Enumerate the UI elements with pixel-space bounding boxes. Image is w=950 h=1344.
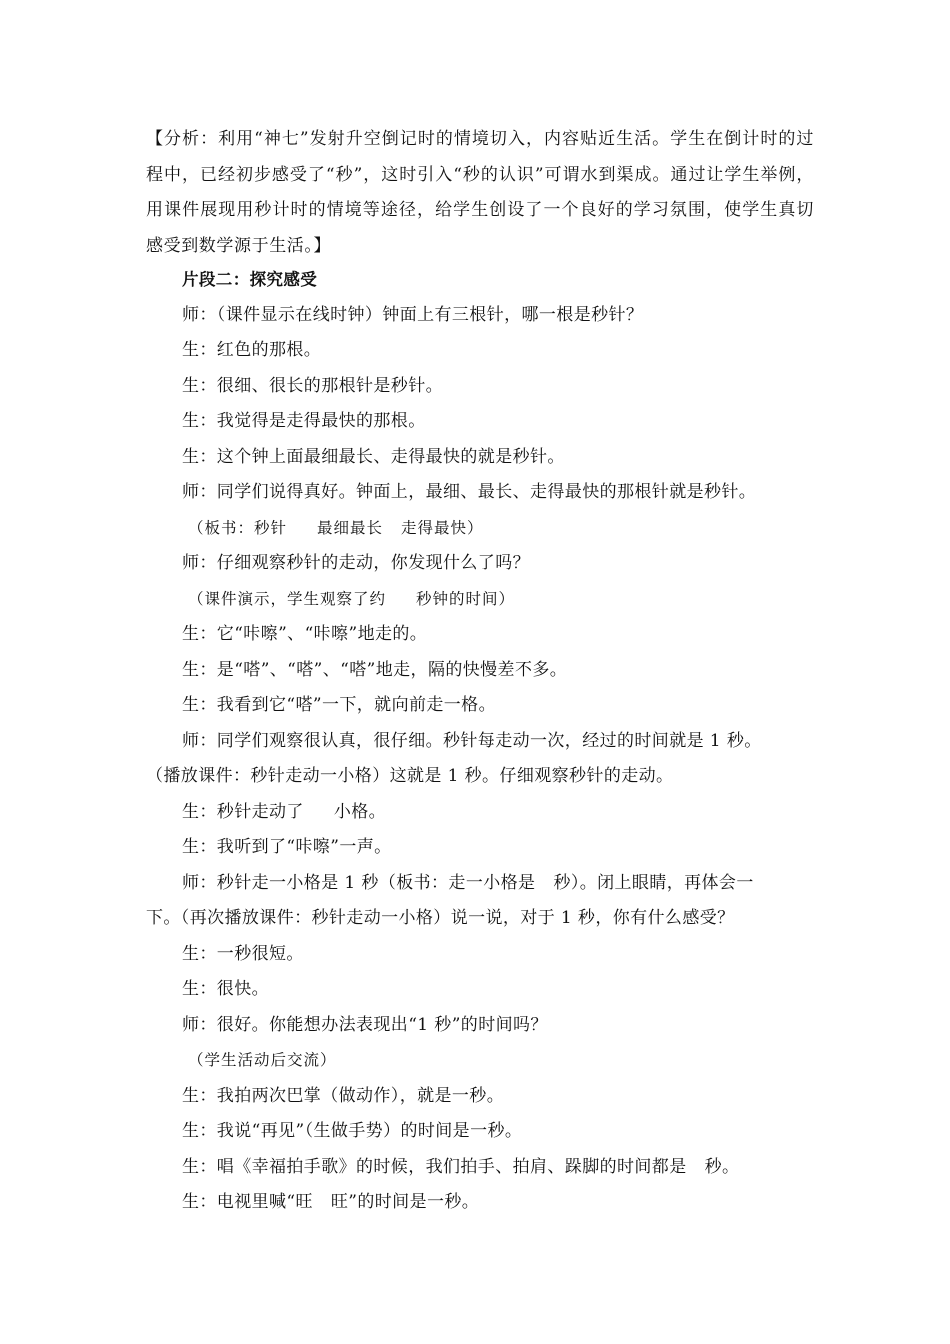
dialogue-line: 生：我看到它“嗒”一下，就向前走一格。 — [182, 695, 496, 715]
stage-note-part: 秒钟的时间） — [416, 589, 516, 608]
stage-note-part: （课件演示，学生观察了约 — [188, 589, 387, 608]
dialogue-line — [146, 866, 826, 902]
dialogue-part: 小格。 — [333, 801, 387, 822]
dialogue-line: 师：同学们观察很认真，很仔细。秒针每走动一次，经过的时间就是 1 秒。 — [182, 730, 762, 751]
dialogue-line: 生：很快。 — [182, 979, 269, 999]
dialogue-line: 师：很好。你能想办法表现出“1 秒”的时间吗？ — [182, 1014, 548, 1035]
dialogue-line: 生：是“嗒”、“嗒”、“嗒”地走，隔的快慢差不多。 — [182, 659, 568, 680]
board-note-part: 走得最快） — [401, 518, 484, 537]
dialogue-line: 生：这个钟上面最细最长、走得最快的就是秒针。 — [182, 446, 565, 467]
board-note-part: （板书：秒针 — [188, 518, 288, 537]
dialogue-line: 生：我听到了“咔嚓”一声。 — [182, 837, 392, 857]
dialogue-line — [146, 1150, 826, 1186]
dialogue-line: 生：我拍两次巴掌（做动作），就是一秒。 — [182, 1085, 505, 1106]
board-note — [146, 511, 826, 547]
dialogue-part: 秒。 — [704, 1156, 740, 1177]
dialogue-section — [146, 262, 826, 1221]
stage-note: （学生活动后交流） — [188, 1051, 337, 1069]
dialogue-line: 生：很细、很长的那根针是秒针。 — [182, 375, 443, 396]
dialogue-part: 旺”的时间是一秒。 — [330, 1192, 480, 1212]
dialogue-line: 师：同学们说得真好。钟面上，最细、最长、走得最快的那根针就是秒针。 — [182, 482, 757, 502]
analysis-paragraph: 【分析：利用“神七”发射升空倒记时的情境切入，内容贴近生活。学生在倒计时的过程中，已经初步感受了“秒”，这时引入“秒的认识”可谓水到渠成。通过让学生举例，用课件展现用秒计时的情境等途径，给学生创设了一个良好的学习氛围，使学生真切感受到数学源于生活。】 — [146, 129, 814, 256]
dialogue-line: 生：红色的那根。 — [182, 340, 322, 360]
board-note-part: 最细最长 — [317, 518, 384, 537]
stage-note — [146, 582, 826, 618]
dialogue-part: 生：秒针走动了 — [182, 801, 304, 822]
dialogue-part: 秒）。闭上眼睛，再体会一 — [553, 872, 754, 893]
dialogue-line: 生：我觉得是走得最快的那根。 — [182, 411, 426, 431]
dialogue-line: 师：仔细观察秒针的走动，你发现什么了吗？ — [182, 553, 530, 573]
section-heading: 片段二：探究感受 — [182, 270, 318, 289]
dialogue-line: 生：一秒很短。 — [182, 943, 304, 964]
dialogue-line: 生：我说“再见”（生做手势）的时间是一秒。 — [182, 1121, 523, 1141]
dialogue-line: 下。（再次播放课件：秒针走动一小格）说一说，对于 1 秒，你有什么感受？ — [146, 908, 735, 928]
dialogue-line: 师：（课件显示在线时钟）钟面上有三根针，哪一根是秒针？ — [182, 304, 644, 325]
dialogue-line — [146, 1185, 826, 1221]
dialogue-part: 师：秒针走一小格是 1 秒（板书：走一小格是 — [182, 872, 536, 893]
dialogue-line: （播放课件：秒针走动一小格）这就是 1 秒。仔细观察秒针的走动。 — [146, 766, 674, 786]
dialogue-part: 生：电视里喊“旺 — [182, 1192, 313, 1212]
dialogue-part: 生：唱《幸福拍手歌》的时候，我们拍手、拍肩、跺脚的时间都是 — [182, 1156, 687, 1177]
dialogue-line — [146, 795, 826, 831]
dialogue-line: 生：它“咔嚓”、“咔嚓”地走的。 — [182, 624, 428, 644]
